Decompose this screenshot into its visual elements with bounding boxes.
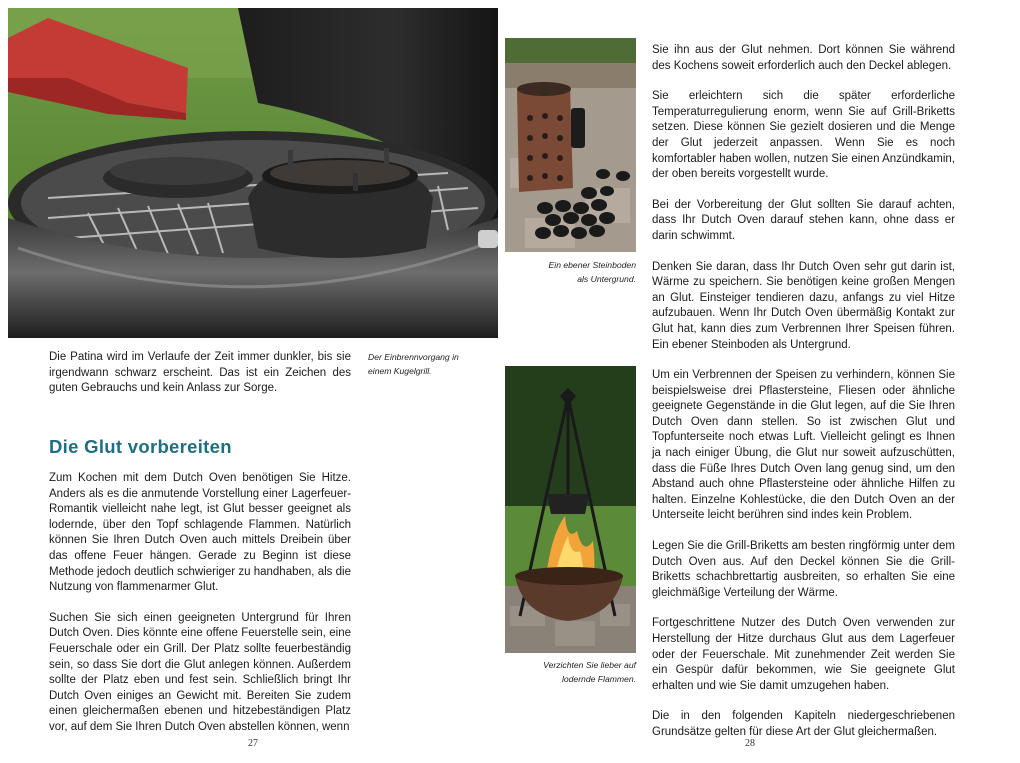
stone-floor-caption-line2: als Untergrund. — [577, 274, 636, 284]
fire-bowl-caption-line1: Verzichten Sie lieber auf — [543, 660, 636, 670]
stone-floor-photo — [505, 38, 636, 252]
right-body-text — [652, 43, 955, 756]
paragraph: Um ein Verbrennen der Speisen zu verhindern, können Sie beispielsweise drei Pflastersteine, Fliesen oder ähnliche geeignete Gegenstände in die Glut legen, auf die Sie Ihren Dutch Oven dann stellen. So ist zwischen Glut und Topfunterseite noch etwas Luft. Vielleicht gelingt es Ihnen ja nach einiger Übung, die Glut nur soweit aufzuschütten, dass die Füße Ihres Dutch Oven lang genug sind, um den Abstand auch ohne Pflastersteine oder ähnliche Hilfen zu halten. Einzelne Kohlestücke, die den Dutch Oven an der Unterseite leicht berühren sind indes kein Problem. — [652, 369, 955, 522]
paragraph: Sie ihn aus der Glut nehmen. Dort können Sie während des Kochens soweit erforderlich auch den Deckel ablegen. — [652, 44, 955, 72]
left-body-text — [49, 471, 351, 751]
paragraph: Zum Kochen mit dem Dutch Oven benötigen Sie Hitze. Anders als es die anmutende Vorstellung einer Lagerfeuer-Romantik vielleicht nahe legt, ist Glut besser geeignet als lodernde, über den Topf schlagende Flammen. Natürlich können Sie Ihren Dutch Oven auch mittels Dreibein über das offene Feuer hängen. Gerade zu Beginn ist diese Methode jedoch deutlich schwieriger zu handhaben, als die Nutzung von flammenarmer Glut. — [49, 472, 351, 594]
page-number-left: 27 — [248, 738, 258, 749]
chimney-starter-illustration — [505, 38, 636, 252]
paragraph: Legen Sie die Grill-Briketts am besten ringförmig unter dem Dutch Oven aus. Auf den Deckel können Sie die Grill-Briketts schachbrettartig ausbreiten, so erhalten Sie eine gleichmäßige Verteilung der Wärme. — [652, 540, 955, 599]
grill-photo-caption: Der Einbrennvorgang in einem Kugelgrill. — [368, 352, 459, 376]
intro-text: Die Patina wird im Verlaufe der Zeit immer dunkler, bis sie irgendwann schwarz erscheint. Das ist ein Zeichen des guten Gebrauchs und kein Anlass zur Sorge. — [49, 351, 351, 395]
intro-paragraph — [49, 350, 351, 412]
paragraph: Die in den folgenden Kapiteln niedergeschriebenen Grundsätze gelten für diese Art der Glut gleichermaßen. — [652, 710, 955, 738]
fire-bowl-photo — [505, 366, 636, 653]
section-heading: Die Glut vorbereiten — [49, 436, 232, 457]
fire-bowl-caption-line2: lodernde Flammen. — [561, 674, 636, 684]
paragraph: Fortgeschrittene Nutzer des Dutch Oven verwenden zur Herstellung der Hitze durchaus Glut aus dem Lagerfeuer oder der Feuerschale. Mit zunehmender Zeit werden Sie ein Gespür dafür bekommen, wie Sie geeignete Glut erhalten und wie Sie damit umzugehen haben. — [652, 617, 955, 692]
paragraph: Sie erleichtern sich die später erforderliche Temperaturregulierung enorm, wenn Sie auf Grill-Briketts setzen. Diese können Sie gezielt dosieren und die Menge der Glut jederzeit anpassen. Wenn Sie es noch komfortabler haben wollen, nutzen Sie einen Anzündkamin, der oben bereits vorgestellt wurde. — [652, 90, 955, 181]
fire-bowl-caption — [505, 658, 636, 686]
paragraph: Suchen Sie sich einen geeigneten Untergrund für Ihren Dutch Oven. Dies könnte eine offene Feuerstelle sein, eine Feuerschale oder ein Grill. Der Platz sollte feuerbeständig sein, so dass Sie dort die Glut anlegen können. Außerdem sollte der Platz eben und fest sein. Schließlich bringt Ihr Dutch Oven einiges an Gewicht mit. Bereiten Sie zudem einen gleichermaßen ebenen und hitzebeständigen Platz vor, auf dem Sie Ihren Dutch Oven abstellen können, wenn — [49, 611, 351, 733]
stone-floor-caption — [505, 258, 636, 286]
grill-photo — [8, 8, 498, 338]
tripod-fire-illustration — [505, 366, 636, 653]
page-number-right: 28 — [745, 738, 755, 749]
paragraph: Bei der Vorbereitung der Glut sollten Sie darauf achten, dass Ihr Dutch Oven darauf stehen kann, ohne dass er darin schwimmt. — [652, 198, 955, 242]
stone-floor-caption-line1: Ein ebener Steinboden — [548, 260, 636, 270]
paragraph: Denken Sie daran, dass Ihr Dutch Oven sehr gut darin ist, Wärme zu speichern. Sie benötigen keine großen Mengen an Glut. Einsteiger tendieren dazu, anfangs zu viel Hitze aufzubauen. Wenn Ihr Dutch Oven übermäßig Kontakt zur Glut hat, kann dies zum Verbrennen Ihrer Speisen führen. Ein ebener Steinboden als Untergrund. — [652, 260, 955, 351]
grill-photo-illustration — [8, 8, 498, 338]
